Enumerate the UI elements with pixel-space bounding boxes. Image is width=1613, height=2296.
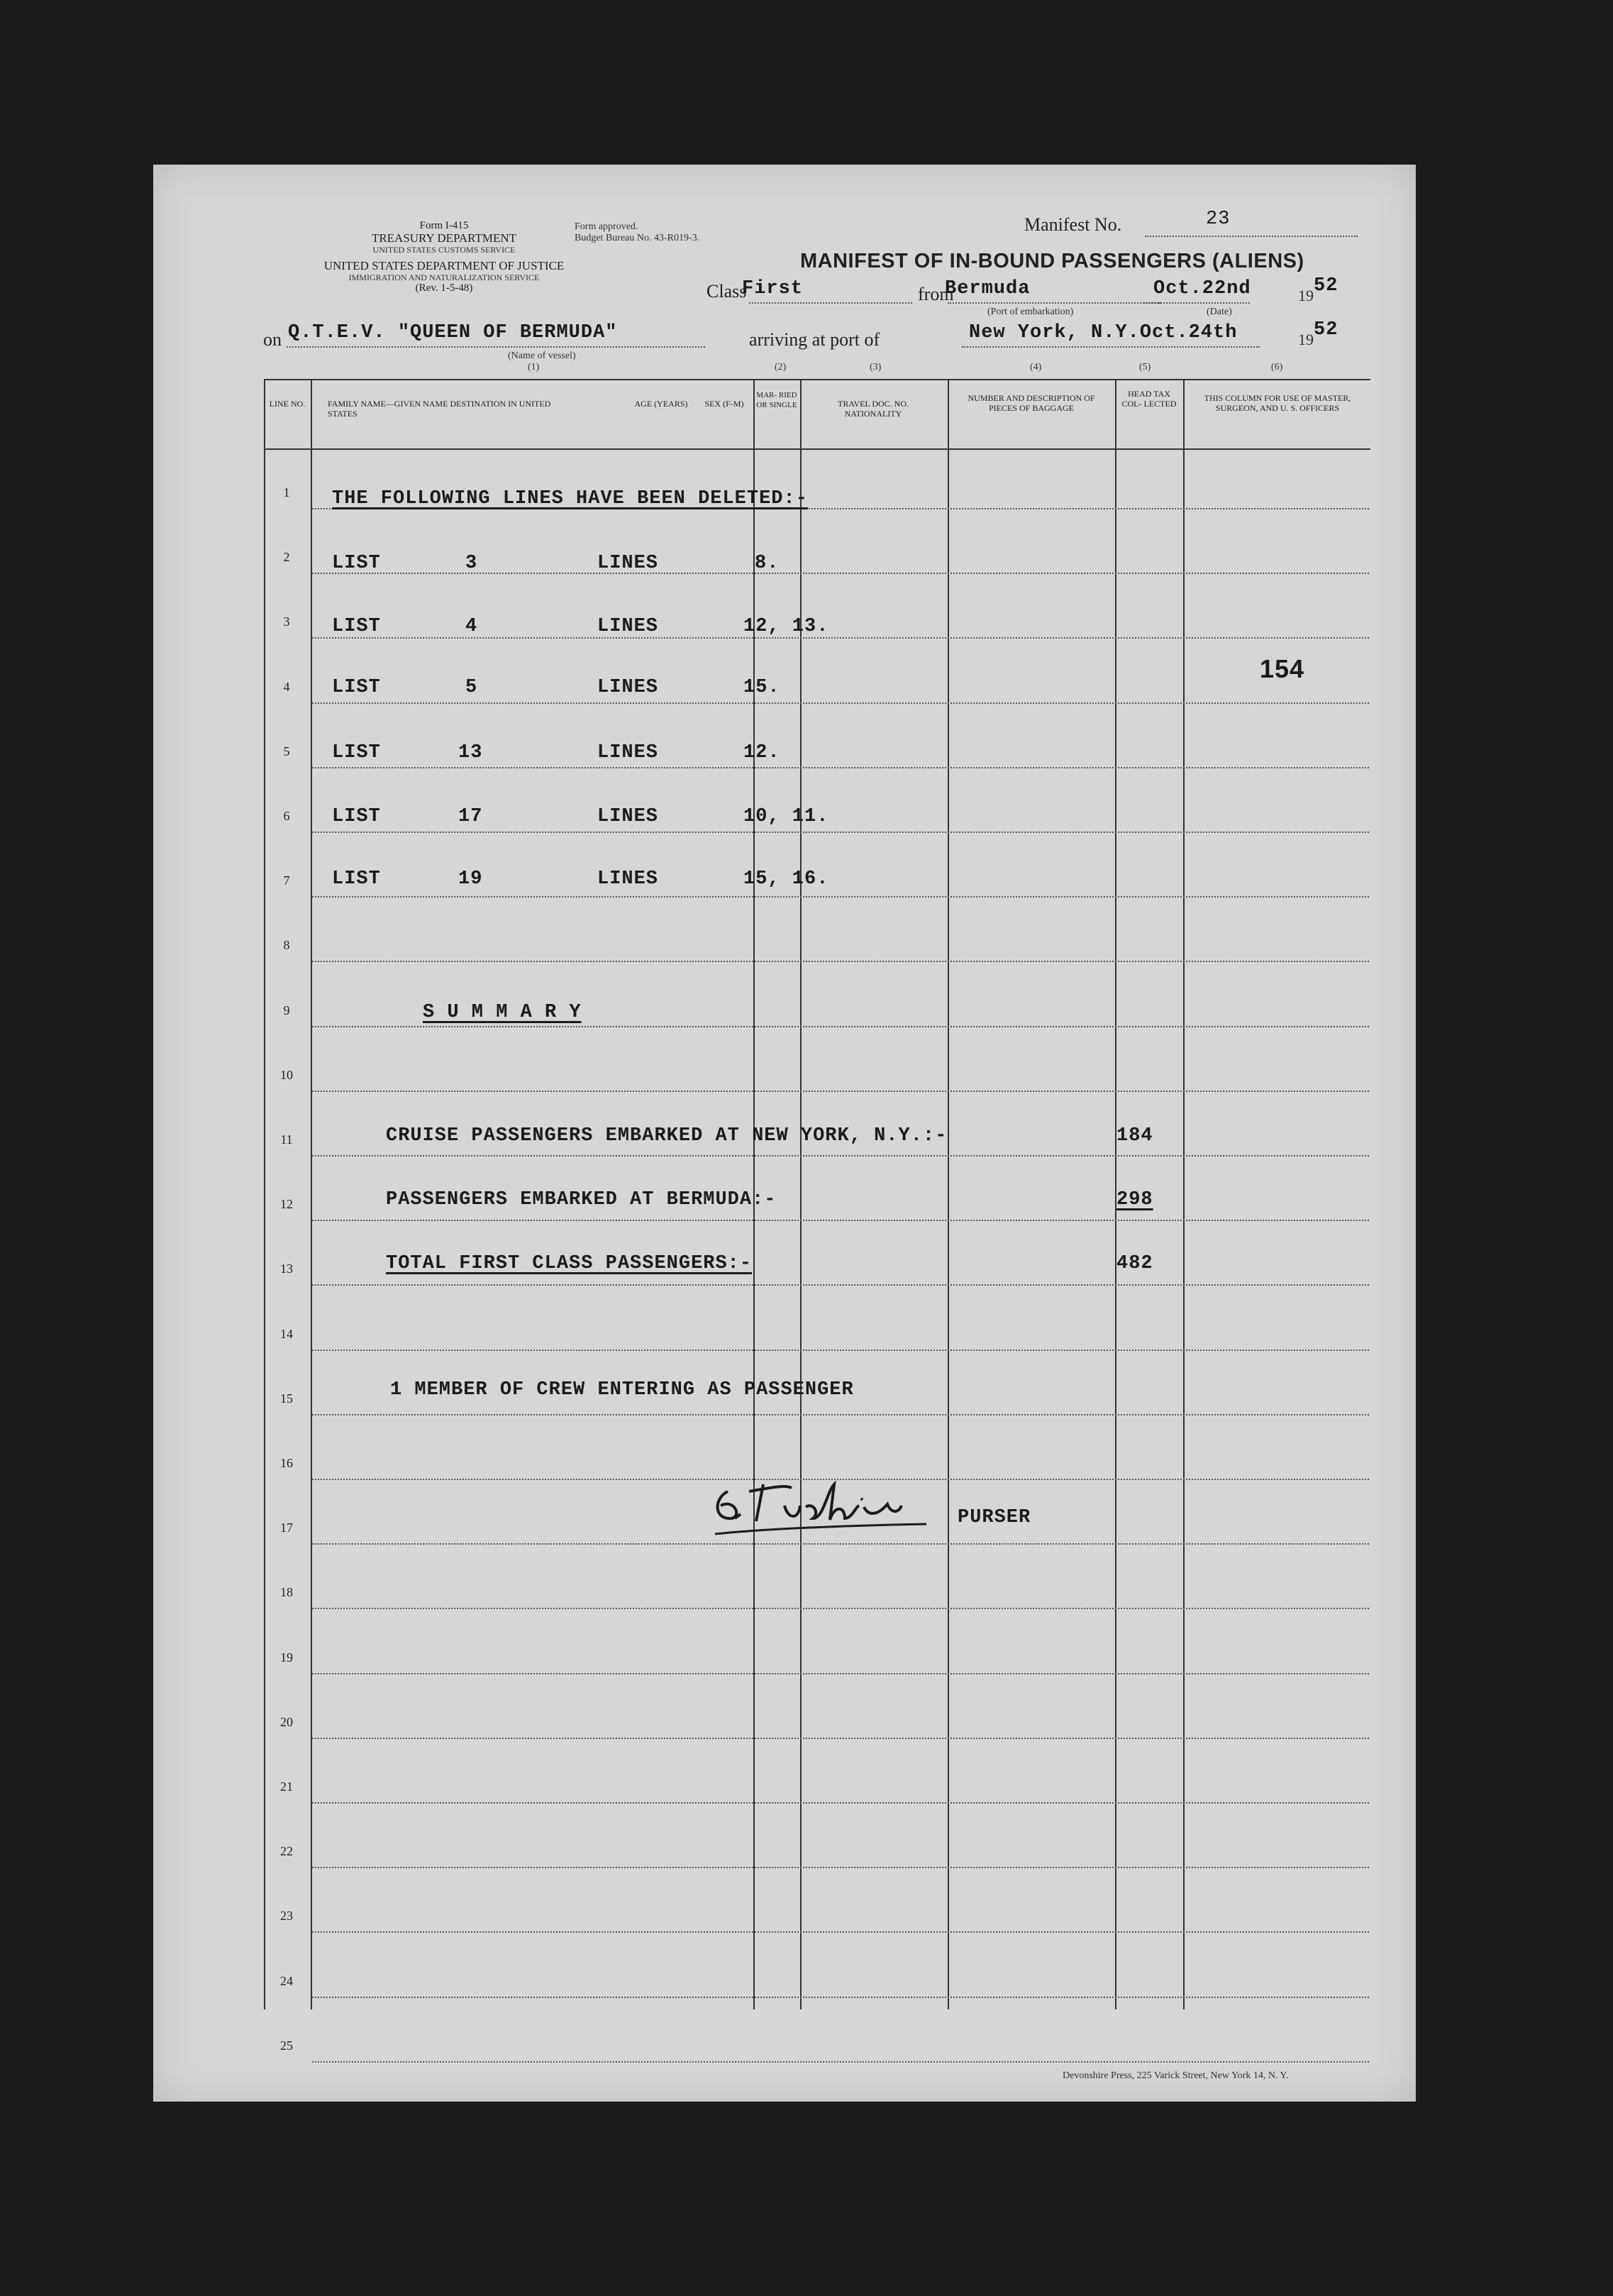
lines-label: LINES — [597, 553, 659, 574]
manifest-no-value: 23 — [1206, 209, 1231, 230]
from-label: from — [918, 284, 954, 304]
year-value-2: 52 — [1314, 319, 1338, 341]
row-rule — [312, 1997, 1369, 1998]
bermuda-passengers-value: 298 — [1116, 1189, 1153, 1210]
side-number: 154 — [1260, 654, 1305, 683]
year-prefix-1: 19 — [1298, 287, 1314, 304]
col-header-headtax: HEAD TAX COL- LECTED — [1121, 389, 1177, 409]
line-number: 16 — [280, 1456, 293, 1470]
line-number: 11 — [280, 1132, 293, 1147]
lines-label: LINES — [597, 616, 659, 637]
list-label: LIST — [332, 616, 381, 637]
row-rule — [312, 1414, 1369, 1415]
year-prefix-2: 19 — [1298, 331, 1314, 348]
row-rule — [312, 1738, 1369, 1739]
manifest-no-label: Manifest No. — [1024, 214, 1122, 235]
row-rule — [312, 637, 1369, 639]
line-number: 8 — [283, 938, 290, 953]
purser-label: PURSER — [958, 1507, 1031, 1528]
list-number: 4 — [465, 616, 478, 637]
revision: (Rev. 1-5-48) — [415, 282, 473, 294]
arrival-port: New York, N.Y.Oct.24th — [969, 322, 1238, 343]
form-approved: Form approved. — [575, 221, 638, 232]
col-num-5: (5) — [1139, 362, 1151, 372]
line-number: 2 — [283, 550, 290, 565]
row-rule — [312, 702, 1369, 704]
list-label: LIST — [332, 742, 381, 763]
line-number: 14 — [280, 1326, 293, 1341]
line-number: 13 — [280, 1262, 293, 1276]
col-header-baggage: NUMBER AND DESCRIPTION OF PIECES OF BAGGAGE — [968, 393, 1095, 413]
lines-values: 12, 13. — [743, 616, 829, 637]
ins-service: IMMIGRATION AND NATURALIZATION SERVICE — [348, 272, 540, 282]
list-number: 5 — [465, 677, 478, 698]
list-label: LIST — [332, 868, 381, 890]
lines-values: 15. — [743, 677, 780, 698]
deleted-header: THE FOLLOWING LINES HAVE BEEN DELETED:- — [332, 488, 808, 509]
list-number: 17 — [458, 806, 483, 827]
crew-note: 1 MEMBER OF CREW ENTERING AS PASSENGER — [390, 1379, 854, 1401]
manifest-page — [153, 165, 1416, 2102]
year-value-1: 52 — [1314, 275, 1338, 297]
row-rule — [312, 1802, 1369, 1804]
on-label: on — [263, 329, 282, 350]
lines-values: 10, 11. — [743, 806, 829, 827]
row-rule — [312, 1220, 1369, 1221]
from-value: Bermuda — [945, 278, 1031, 299]
lines-label: LINES — [597, 806, 659, 827]
cruise-passengers-label: CRUISE PASSENGERS EMBARKED AT NEW YORK, N.Y.:- — [386, 1125, 948, 1147]
col-header-travel: TRAVEL DOC. NO. NATIONALITY — [837, 399, 909, 419]
line-number: 6 — [283, 809, 290, 823]
list-label: LIST — [332, 677, 381, 698]
col-header-sex: SEX (F-M) — [704, 399, 744, 409]
row-rule — [312, 1155, 1369, 1157]
col-header-officers: THIS COLUMN FOR USE OF MASTER, SURGEON, AND U. S. OFFICERS — [1204, 393, 1351, 413]
vessel-caption: (Name of vessel) — [508, 351, 576, 361]
row-rule — [312, 1543, 1369, 1545]
cruise-passengers-value: 184 — [1116, 1125, 1153, 1147]
row-rule — [312, 961, 1369, 962]
line-number: 10 — [280, 1067, 293, 1082]
line-number: 23 — [280, 1909, 293, 1924]
col-num-1: (1) — [528, 362, 540, 372]
printer-imprint: Devonshire Press, 225 Varick Street, New York 14, N. Y. — [1063, 2070, 1289, 2081]
date-value: Oct.22nd — [1153, 278, 1251, 299]
row-rule — [312, 896, 1369, 898]
col-header-name: FAMILY NAME—GIVEN NAME DESTINATION IN UNITED STATES — [328, 399, 551, 419]
list-label: LIST — [332, 806, 381, 827]
line-number: 24 — [280, 1973, 293, 1988]
class-value: First — [742, 278, 804, 299]
line-number: 12 — [280, 1197, 293, 1212]
row-rule — [312, 767, 1369, 768]
row-rule — [312, 2061, 1369, 2063]
lines-label: LINES — [597, 742, 659, 763]
line-number: 4 — [283, 679, 290, 694]
line-number: 1 — [283, 485, 290, 500]
row-rule — [312, 1026, 1369, 1027]
total-passengers-label: TOTAL FIRST CLASS PASSENGERS:- — [386, 1253, 753, 1274]
line-number: 7 — [283, 873, 290, 888]
summary-heading: S U M M A R Y — [423, 1002, 582, 1023]
line-number: 21 — [280, 1779, 293, 1794]
row-rule — [312, 1867, 1369, 1868]
date-caption: (Date) — [1207, 307, 1232, 317]
manifest-title: MANIFEST OF IN-BOUND PASSENGERS (ALIENS) — [800, 250, 1304, 272]
lines-label: LINES — [597, 868, 659, 890]
total-passengers-value: 482 — [1116, 1253, 1153, 1274]
col-header-married: MAR- RIED OR SINGLE — [756, 391, 797, 409]
treasury-dept: TREASURY DEPARTMENT — [371, 231, 517, 245]
row-rule — [312, 1608, 1369, 1609]
line-number: 5 — [283, 744, 290, 758]
list-number: 19 — [458, 868, 483, 890]
line-number: 15 — [280, 1391, 293, 1406]
row-rule — [312, 1673, 1369, 1674]
line-number: 9 — [283, 1003, 290, 1017]
row-rule — [312, 832, 1369, 833]
bermuda-passengers-label: PASSENGERS EMBARKED AT BERMUDA:- — [386, 1189, 777, 1210]
col-header-age: AGE (YEARS) — [634, 399, 688, 409]
port-embarkation-caption: (Port of embarkation) — [987, 307, 1074, 317]
row-rule — [312, 1091, 1369, 1092]
customs-service: UNITED STATES CUSTOMS SERVICE — [372, 245, 516, 255]
line-number: 3 — [283, 614, 290, 629]
lines-values: 15, 16. — [743, 868, 829, 890]
line-number: 17 — [280, 1520, 293, 1535]
budget-bureau: Budget Bureau No. 43-R019-3. — [575, 233, 700, 243]
line-number: 25 — [280, 2038, 293, 2053]
list-label: LIST — [332, 553, 381, 574]
lines-values: 12. — [743, 742, 780, 763]
lines-label: LINES — [597, 677, 659, 698]
row-rule — [312, 1350, 1369, 1351]
list-number: 13 — [458, 742, 483, 763]
col-header-line: LINE NO. — [269, 399, 306, 409]
vessel-name: Q.T.E.V. "QUEEN OF BERMUDA" — [288, 322, 618, 343]
arriving-label: arriving at port of — [749, 329, 880, 350]
row-rule — [312, 1284, 1369, 1286]
col-num-2: (2) — [775, 362, 787, 372]
line-number: 20 — [280, 1714, 293, 1729]
col-num-6: (6) — [1271, 362, 1283, 372]
purser-signature — [699, 1463, 941, 1541]
form-number: Form I-415 — [419, 220, 469, 231]
line-number: 22 — [280, 1844, 293, 1859]
class-label: Class — [706, 281, 747, 302]
col-num-4: (4) — [1030, 362, 1042, 372]
justice-dept: UNITED STATES DEPARTMENT OF JUSTICE — [323, 259, 565, 272]
line-number: 18 — [280, 1585, 293, 1600]
list-number: 3 — [465, 553, 478, 574]
line-number: 19 — [280, 1650, 293, 1665]
row-rule — [312, 1931, 1369, 1933]
lines-values: 8. — [755, 553, 780, 574]
col-num-3: (3) — [870, 362, 882, 372]
